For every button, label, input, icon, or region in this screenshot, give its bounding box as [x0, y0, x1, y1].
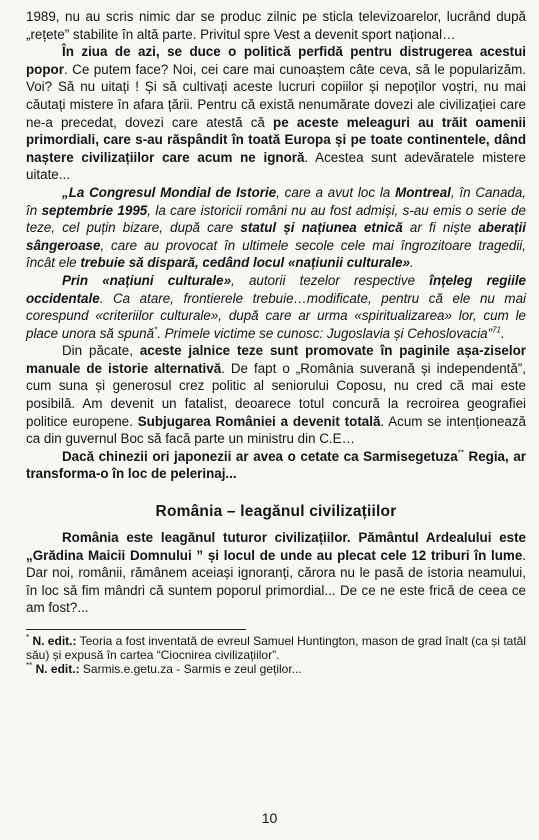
- footnote-1: * N. edit.: Teoria a fost inventată de evreul Samuel Huntington, mason de grad înalt (ca și tatăl său) și expusă în cartea “Ciocnirea civilizațiilor”.: [26, 633, 526, 662]
- footnote-2: ** N. edit.: Sarmis.e.getu.za - Sarmis e zeul geților...: [26, 661, 302, 676]
- paragraph-2: În ziua de azi, se duce o politică perfidă pentru distrugerea acestui popor. Ce putem face? Noi, cei care mai cunoaștem câte ceva, să le popularizăm. Voi? Să nu uitați ! Și să cultivați aceste lucruri copiilor și nepoților voștri, nu mai căutați mistere în afara țării. Pentru că există nenumărate dovezi ale civilizației care ne-a precedat, dovezi care atestă că pe aceste meleaguri au trăit oamenii primordiali, care s-au răspândit în toată Europa și pe toate continentele, dând naștere civilizațiilor care acum ne ignoră. Acestea sunt adevăratele mistere uitate...: [26, 44, 526, 183]
- paragraph-4-quote: Prin «națiuni culturale», autorii tezelor respective înțeleg regiile occidentale. Ca atare, frontierele trebuie…modificate, pentru că ele nu mai corespund «criteriilor culturale», după care ar urma «spiritualizarea» lor, cum le place unora să spună*. Primele victime se cunosc: Jugoslavia și Cehoslovacia”$^{71}$.: [26, 272, 527, 341]
- paragraph-6: Dacă chinezii ori japonezii ar avea o cetate ca Sarmisegetuza** Regia, ar transforma-o în loc de pelerinaj...: [26, 448, 526, 482]
- paragraph-7: România este leagănul tuturor civilizațiilor. Pământul Ardealului este „Grădina Maicii Domnului ” și locul de unde au plecat cele 12 triburi în lume. Dar noi, românii, rămânem aceiași ignoranți, cărora nu le pasă de istoria neamului, în loc să fim mândri că suntem poporul primordial... De ce ne este frică de ceea ce am fost?...: [26, 530, 526, 616]
- citation-ref: 71: [492, 325, 501, 335]
- footnote-ref-2: **: [457, 448, 464, 458]
- footnote-divider: [26, 629, 246, 630]
- paragraph-1: 1989, nu au scris nimic dar se produc zilnic pe sticla televizoarelor, lucrând după „rețete” stabilite în altă parte. Privitul spre Vest a devenit sport național…: [26, 9, 526, 42]
- section-heading: România – leagănul civilizațiilor: [155, 503, 397, 521]
- footnote-ref-1: *: [154, 325, 158, 335]
- page-number: 10: [261, 810, 278, 826]
- paragraph-5: Din păcate, aceste jalnice teze sunt promovate în paginile așa-ziselor manuale de istorie alternativă. De fapt o „România suverană și independentă”, cum suna și generosul crez politic al seniorului Coposu, nu cred că mai este posibilă. Am devenit un fatalist, deoarece totul concură la recroirea geografiei politice europene. Subjugarea României a devenit totală. Acum se intenționează ca din guvernul Boc să facă parte un ministru din C.E…: [26, 343, 526, 447]
- paragraph-3-quote: „La Congresul Mondial de Istorie, care a avut loc la Montreal, în Canada, în septembrie 1995, la care istoricii români nu au fost admiși, s-au emis o serie de teze, cel puțin bizare, după care statul și națiunea etnică ar fi niște aberații sângeroase, care au provocat în ultimele secole cele mai îngrozitoare tragedii, încât ele trebuie să dispară, cedând locul «națiunii culturale».: [26, 184, 526, 271]
